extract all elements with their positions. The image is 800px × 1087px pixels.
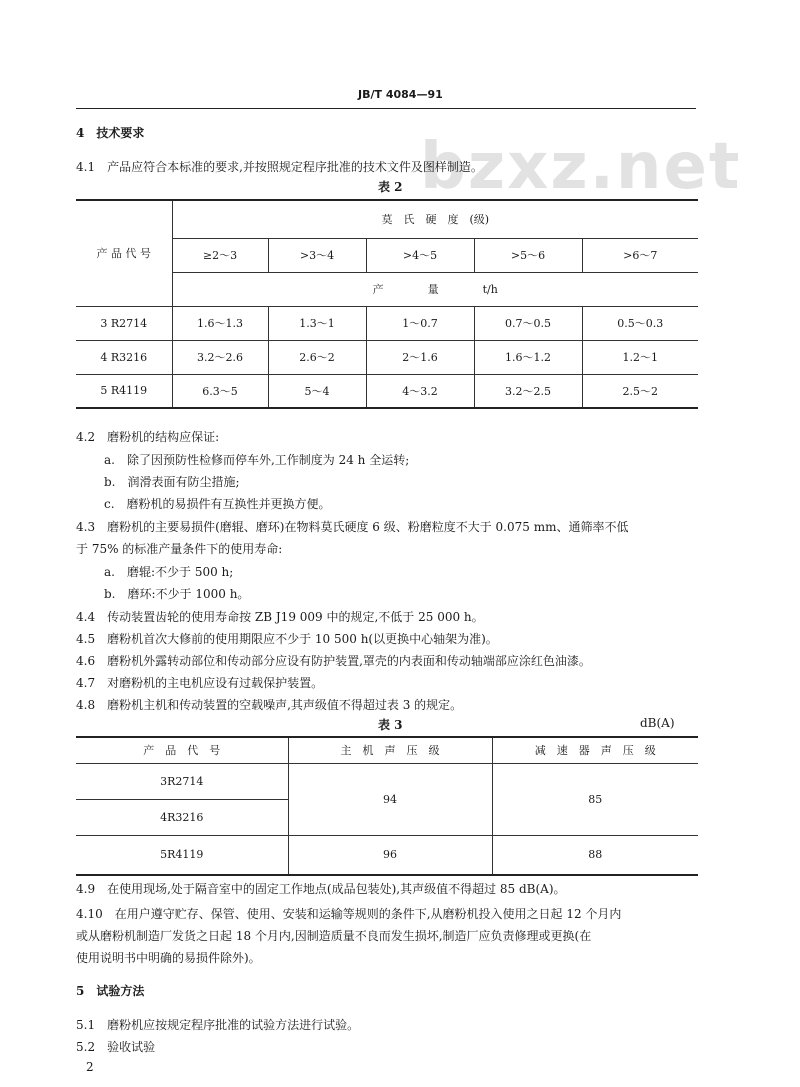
table-2-hardness-range: >5～6 — [474, 238, 582, 272]
section-5-heading: 5 试验方法 — [76, 984, 145, 998]
table-cell: 6.3～5 — [172, 374, 268, 408]
table-row — [76, 340, 698, 374]
table-3-header-reducer-spl: 减 速 器 声 压 级 — [492, 737, 698, 763]
table-cell: 2.5～2 — [582, 374, 698, 408]
header-rule — [76, 108, 696, 109]
table-2-product-code: 3 R2714 — [76, 306, 172, 340]
table-row — [76, 835, 698, 875]
table-3-product-code: 4R3216 — [76, 799, 288, 835]
table-3-main-spl-value: 94 — [288, 763, 492, 835]
paragraph-4-6: 4.6 磨粉机外露转动部位和传动部分应设有防护装置,罩壳的内表面和传动轴端部应涂红色油漆。 — [76, 654, 591, 668]
list-item: b. 润滑表面有防尘措施; — [104, 475, 240, 489]
paragraph-5-2: 5.2 验收试验 — [76, 1040, 156, 1054]
table-2-hardness-range: ≥2～3 — [172, 238, 268, 272]
table-2-hardness-range: >4～5 — [366, 238, 474, 272]
table-3-product-code: 3R2714 — [76, 763, 288, 799]
table-3-unit: dB(A) — [640, 716, 675, 730]
table-3-caption: 表 3 — [378, 718, 403, 732]
list-item: c. 磨粉机的易损件有互换性并更换方便。 — [104, 497, 331, 511]
paragraph-4-7: 4.7 对磨粉机的主电机应设有过载保护装置。 — [76, 676, 324, 690]
paragraph-4-8: 4.8 磨粉机主机和传动装置的空载噪声,其声级值不得超过表 3 的规定。 — [76, 698, 463, 712]
page-number: 2 — [86, 1060, 94, 1074]
table-2-header-product-code: 产 品 代 号 — [76, 200, 172, 306]
table-2-hardness-range: >3～4 — [268, 238, 366, 272]
table-cell: 5～4 — [268, 374, 366, 408]
table-cell: 1.6～1.2 — [474, 340, 582, 374]
table-row — [76, 374, 698, 408]
table-cell: 1.3～1 — [268, 306, 366, 340]
watermark-text: bzxz.net — [420, 130, 742, 204]
paragraph-4-9: 4.9 在使用现场,处于隔音室中的固定工作地点(成品包装处),其声级值不得超过 85 dB(A)。 — [76, 882, 566, 896]
paragraph-4-2: 4.2 磨粉机的结构应保证: — [76, 430, 220, 444]
list-item: a. 磨辊:不少于 500 h; — [104, 565, 234, 579]
table-3-reducer-spl-value: 88 — [492, 835, 698, 875]
paragraph-4-10-line-1: 4.10 在用户遵守贮存、保管、使用、安装和运输等规则的条件下,从磨粉机投入使用之日起 12 个月内 — [76, 907, 622, 921]
table-2-hardness-range: >6～7 — [582, 238, 698, 272]
table-cell: 0.5～0.3 — [582, 306, 698, 340]
paragraph-4-1: 4.1 产品应符合本标准的要求,并按照规定程序批准的技术文件及图样制造。 — [76, 160, 483, 174]
table-row — [76, 763, 698, 799]
table-2-output-label: 产 量 t/h — [172, 272, 698, 306]
standard-code: JB/T 4084—91 — [358, 88, 443, 101]
paragraph-4-10-line-3: 使用说明书中明确的易损件除外)。 — [76, 951, 261, 965]
table-cell: 1.2～1 — [582, 340, 698, 374]
table-3-header-main-spl: 主 机 声 压 级 — [288, 737, 492, 763]
table-2-product-code: 5 R4119 — [76, 374, 172, 408]
table-2-header-mohs-hardness: 莫 氏 硬 度 (级) — [172, 200, 698, 238]
table-cell: 3.2～2.6 — [172, 340, 268, 374]
table-cell: 1～0.7 — [366, 306, 474, 340]
paragraph-4-3-line-2: 于 75% 的标准产量条件下的使用寿命: — [76, 542, 283, 556]
paragraph-4-4: 4.4 传动装置齿轮的使用寿命按 ZB J19 009 中的规定,不低于 25 000 h。 — [76, 610, 484, 624]
list-item: a. 除了因预防性检修而停车外,工作制度为 24 h 全运转; — [104, 453, 410, 467]
table-row — [76, 306, 698, 340]
table-cell: 2～1.6 — [366, 340, 474, 374]
table-3 — [76, 736, 698, 876]
table-2-product-code: 4 R3216 — [76, 340, 172, 374]
list-item: b. 磨环:不少于 1000 h。 — [104, 587, 250, 601]
paragraph-5-1: 5.1 磨粉机应按规定程序批准的试验方法进行试验。 — [76, 1018, 360, 1032]
table-cell: 1.6～1.3 — [172, 306, 268, 340]
table-2-caption: 表 2 — [378, 180, 403, 194]
table-cell: 2.6～2 — [268, 340, 366, 374]
table-cell: 0.7～0.5 — [474, 306, 582, 340]
table-cell: 3.2～2.5 — [474, 374, 582, 408]
table-3-header-product-code: 产 品 代 号 — [76, 737, 288, 763]
table-3-reducer-spl-value: 85 — [492, 763, 698, 835]
paragraph-4-10-line-2: 或从磨粉机制造厂发货之日起 18 个月内,因制造质量不良而发生损坏,制造厂应负责修理或更换(在 — [76, 929, 592, 943]
table-cell: 4～3.2 — [366, 374, 474, 408]
table-2 — [76, 199, 698, 409]
table-3-product-code: 5R4119 — [76, 835, 288, 875]
section-4-heading: 4 技术要求 — [76, 126, 145, 140]
table-3-main-spl-value: 96 — [288, 835, 492, 875]
paragraph-4-3-line-1: 4.3 磨粉机的主要易损件(磨辊、磨环)在物料莫氏硬度 6 级、粉磨粒度不大于 0.075 mm、通筛率不低 — [76, 520, 629, 534]
paragraph-4-5: 4.5 磨粉机首次大修前的使用期限应不少于 10 500 h(以更换中心轴架为准)。 — [76, 632, 498, 646]
